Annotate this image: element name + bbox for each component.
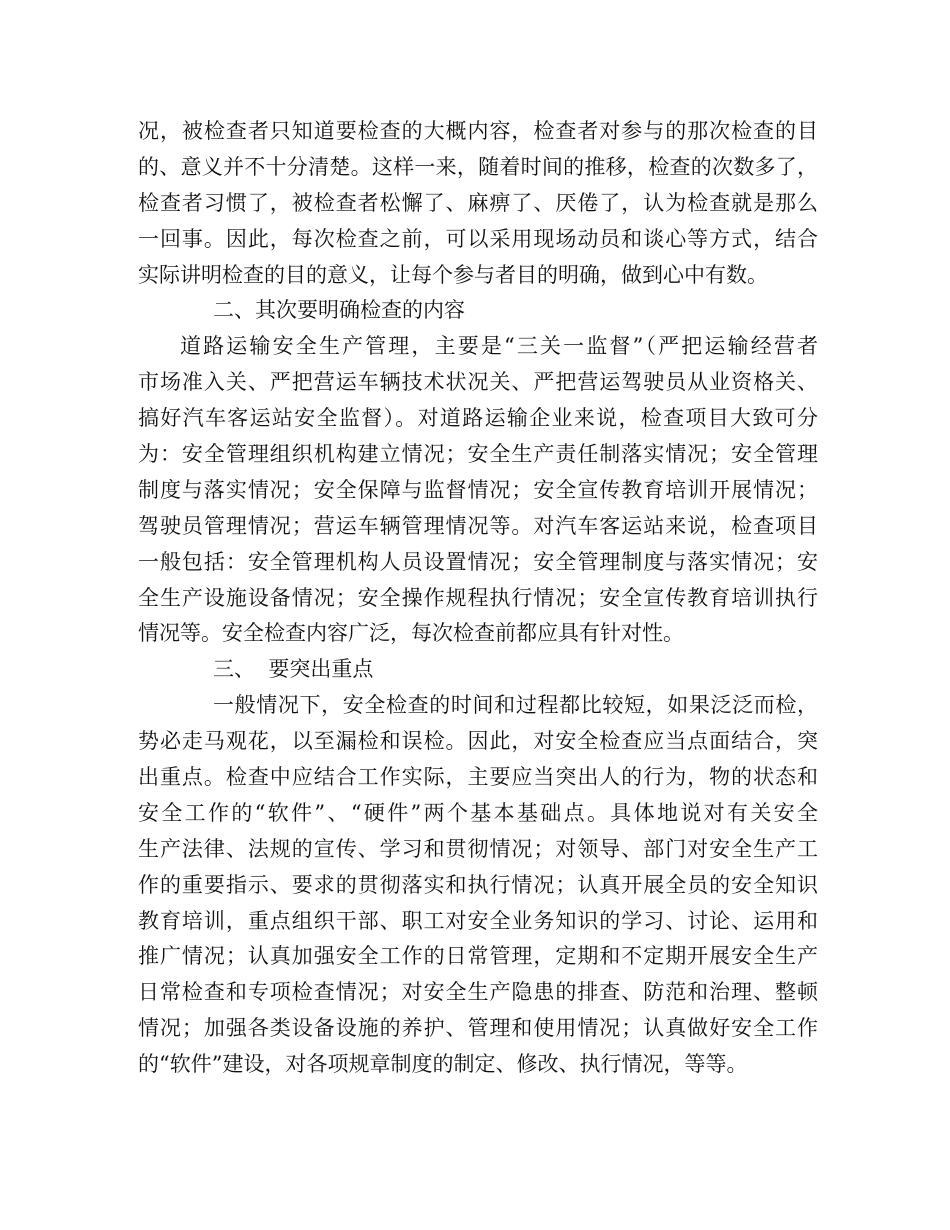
paragraph-line: 全生产设施设备情况；安全操作规程执行情况；安全宣传教育培训执行 — [138, 585, 818, 610]
paragraph-line: 市场准入关、严把营运车辆技术状况关、严把营运驾驶员从业资格关、 — [138, 370, 818, 395]
paragraph-line: 的、意义并不十分清楚。这样一来，随着时间的推移，检查的次数多了， — [138, 154, 818, 179]
paragraph-line: 安全工作的“软件”、“硬件”两个基本基础点。具体地说对有关安全 — [138, 800, 818, 825]
paragraph-line: 情况；加强各类设备设施的养护、管理和使用情况；认真做好安全工作 — [138, 1016, 818, 1041]
paragraph-line: 日常检查和专项检查情况；对安全生产隐患的排查、防范和治理、整顿 — [138, 980, 818, 1005]
section-heading: 二、其次要明确检查的内容 — [213, 298, 465, 323]
paragraph-line: 搞好汽车客运站安全监督）。对道路运输企业来说，检查项目大致可分 — [138, 406, 818, 431]
paragraph-line: 道路运输安全生产管理，主要是“三关一监督”（严把运输经营者 — [180, 334, 818, 359]
paragraph-line: 一回事。因此，每次检查之前，可以采用现场动员和谈心等方式，结合 — [138, 226, 818, 251]
document-body — [138, 114, 818, 1083]
paragraph-line: 出重点。检查中应结合工作实际，主要应当突出人的行为，物的状态和 — [138, 765, 818, 790]
paragraph-line: 驾驶员管理情况；营运车辆管理情况等。对汽车客运站来说，检查项目 — [138, 513, 818, 538]
paragraph-line: 的“软件”建设，对各项规章制度的制定、修改、执行情况，等等。 — [138, 1052, 748, 1077]
paragraph-line: 一般情况下，安全检查的时间和过程都比较短，如果泛泛而检， — [213, 693, 818, 718]
paragraph-line: 制度与落实情况；安全保障与监督情况；安全宣传教育培训开展情况； — [138, 477, 818, 502]
paragraph-line: 势必走马观花，以至漏检和误检。因此，对安全检查应当点面结合，突 — [138, 729, 818, 754]
paragraph-line: 作的重要指示、要求的贯彻落实和执行情况；认真开展全员的安全知识 — [138, 872, 818, 897]
paragraph-line: 教育培训，重点组织干部、职工对安全业务知识的学习、讨论、运用和 — [138, 908, 818, 933]
section-heading: 三、 要突出重点 — [213, 657, 374, 682]
paragraph-line: 生产法律、法规的宣传、学习和贯彻情况；对领导、部门对安全生产工 — [138, 836, 818, 861]
paragraph-line: 为：安全管理组织机构建立情况；安全生产责任制落实情况；安全管理 — [138, 442, 818, 467]
paragraph-line: 情况等。安全检查内容广泛，每次检查前都应具有针对性。 — [138, 621, 684, 646]
paragraph-line: 况，被检查者只知道要检查的大概内容，检查者对参与的那次检查的目 — [138, 119, 818, 143]
paragraph-line: 检查者习惯了，被检查者松懈了、麻痹了、厌倦了，认为检查就是那么 — [138, 190, 818, 215]
paragraph-line: 一般包括：安全管理机构人员设置情况；安全管理制度与落实情况；安 — [138, 549, 818, 574]
paragraph-line: 推广情况；认真加强安全工作的日常管理，定期和不定期开展安全生产 — [138, 944, 818, 969]
paragraph-line: 实际讲明检查的目的意义，让每个参与者目的明确，做到心中有数。 — [138, 262, 768, 287]
